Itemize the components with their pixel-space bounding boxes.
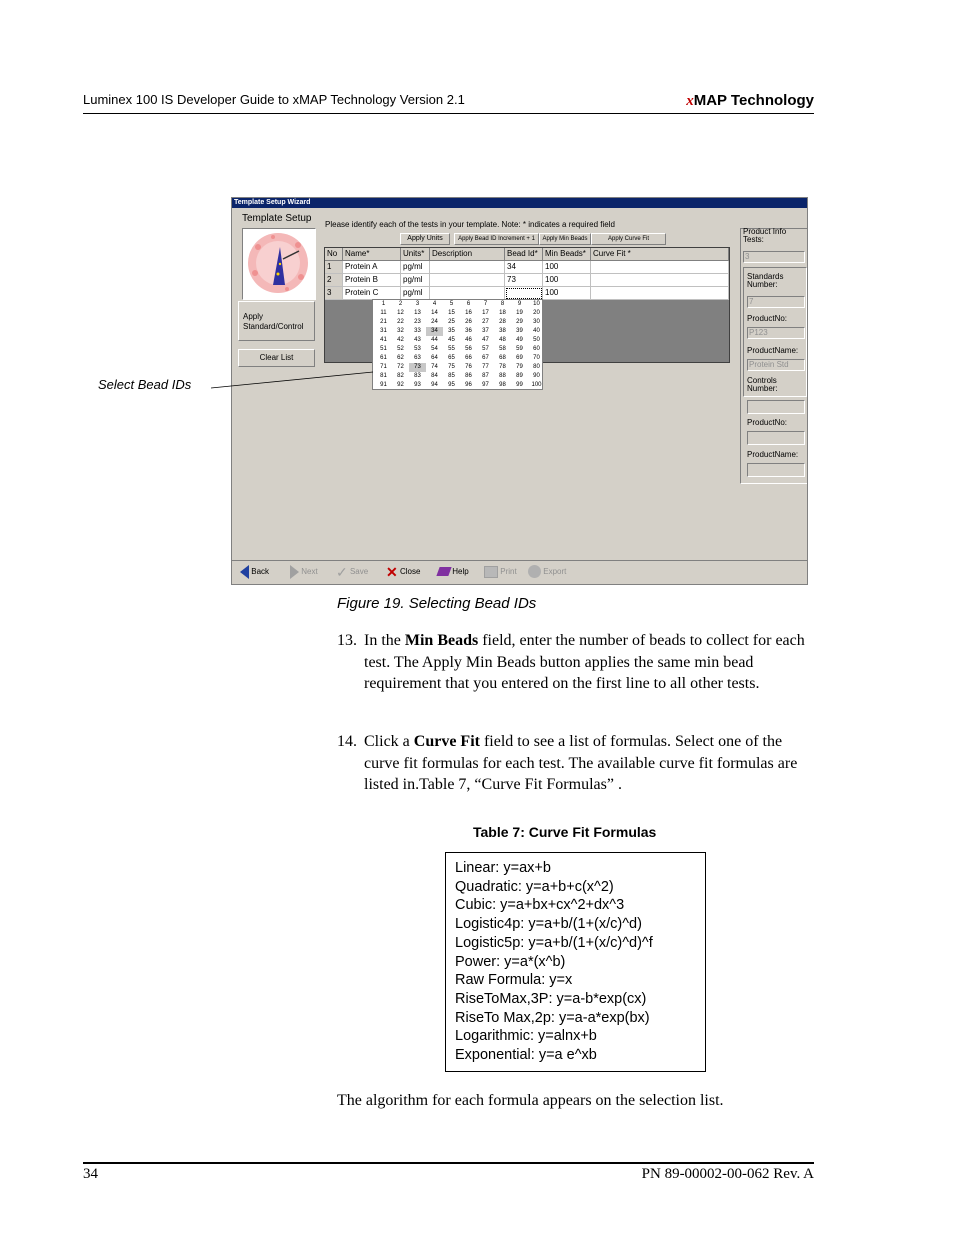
bead-id-cell[interactable]: 11 — [380, 310, 387, 316]
bead-id-cell[interactable]: 26 — [465, 319, 472, 325]
bead-id-cell[interactable]: 93 — [414, 382, 421, 388]
formula-item: Quadratic: y=a+b+c(x^2) — [455, 878, 614, 895]
bead-id-cell[interactable]: 57 — [482, 346, 489, 352]
grid-cell-units[interactable]: pg/ml — [401, 287, 430, 300]
bead-id-cell[interactable]: 71 — [380, 364, 387, 370]
bead-id-cell[interactable]: 48 — [499, 337, 506, 343]
part-number: PN 89-00002-00-062 Rev. A — [641, 1166, 814, 1182]
instruction-text: Please identify each of the tests in your template. Note: * indicates a required field — [325, 220, 615, 229]
toolbar-divider — [232, 560, 807, 561]
bead-id-cell[interactable]: 62 — [397, 355, 404, 361]
grid-cell-bead-id[interactable]: 73 — [505, 274, 543, 287]
std-productno-label: ProductNo: — [747, 314, 788, 323]
bead-id-cell[interactable]: 28 — [499, 319, 506, 325]
formula-item: Logarithmic: y=alnx+b — [455, 1028, 597, 1045]
bead-id-cell[interactable]: 41 — [380, 337, 387, 343]
bead-id-cell[interactable]: 32 — [397, 328, 404, 334]
bead-id-cell[interactable]: 58 — [499, 346, 506, 352]
step-14-pre: Click a — [364, 733, 414, 750]
apply-standard-line2: Standard/Control — [243, 322, 304, 331]
wizard-hat-icon — [243, 229, 313, 297]
apply-standard-control-button[interactable] — [238, 301, 315, 341]
bead-id-cell[interactable]: 68 — [499, 355, 506, 361]
tests-field[interactable]: 3 — [743, 251, 805, 263]
grid-header-no: No — [325, 248, 343, 261]
bead-id-cell[interactable]: 75 — [448, 364, 455, 370]
bead-id-cell[interactable]: 45 — [448, 337, 455, 343]
next-label: Next — [301, 567, 318, 577]
controls-number-label: Number: — [747, 384, 778, 393]
bead-id-cell[interactable]: 7 — [483, 301, 488, 307]
step-14-bold: Curve Fit — [413, 733, 480, 750]
step-13-text — [364, 630, 817, 695]
std-productname-field[interactable]: Protein Std — [747, 359, 805, 371]
step-13-post: field, enter the number of beads to collect for each test. The Apply Min Beads button applies the same min bead requirement that you entered on the first line to all other tests. — [364, 632, 805, 693]
grid-cell-min-beads[interactable]: 100 — [543, 287, 591, 300]
step-14-text — [364, 731, 817, 796]
save-button[interactable] — [336, 565, 368, 579]
bead-id-cell[interactable]: 86 — [465, 373, 472, 379]
standards-label-text: Standards — [747, 272, 784, 281]
bead-id-cell[interactable]: 22 — [397, 319, 404, 325]
bead-id-cell[interactable]: 82 — [397, 373, 404, 379]
bead-id-cell[interactable]: 85 — [448, 373, 455, 379]
apply-standard-line1: Apply — [243, 312, 264, 321]
controls-number-field[interactable] — [747, 400, 805, 414]
bead-id-cell[interactable]: 100 — [531, 382, 542, 388]
bead-id-cell[interactable]: 37 — [482, 328, 489, 334]
next-button[interactable] — [290, 565, 318, 579]
ctl-productno-label: ProductNo: — [747, 418, 788, 427]
closing-paragraph: The algorithm for each formula appears on the selection list. — [337, 1092, 724, 1109]
wizard-image — [242, 228, 316, 300]
formula-item: Cubic: y=a+bx+cx^2+dx^3 — [455, 897, 625, 914]
formula-list — [455, 859, 705, 1065]
formula-item: Power: y=a*(x^b) — [455, 953, 566, 970]
standards-number-label: Number: — [747, 280, 778, 289]
bead-id-cell[interactable]: 21 — [380, 319, 387, 325]
bead-id-cell[interactable]: 97 — [482, 382, 489, 388]
bead-id-cell[interactable]: 49 — [516, 337, 523, 343]
bead-id-cell[interactable]: 39 — [516, 328, 523, 334]
bead-id-cell[interactable]: 53 — [414, 346, 421, 352]
export-label: Export — [543, 567, 567, 576]
tests-label: Tests: — [743, 235, 764, 244]
bead-id-cell[interactable]: 33 — [414, 328, 421, 334]
grid-cell-curve-fit[interactable] — [591, 274, 729, 287]
bead-id-cell[interactable]: 23 — [414, 319, 421, 325]
bead-id-cell[interactable]: 16 — [465, 310, 472, 316]
print-label: Print — [500, 567, 517, 576]
step-13-number: 13. — [337, 632, 357, 649]
step-14-number: 14. — [337, 733, 357, 750]
bead-id-cell[interactable]: 10 — [533, 301, 540, 307]
bead-id-cell[interactable]: 46 — [465, 337, 472, 343]
grid-header-units: Units* — [401, 248, 430, 261]
step-13 — [337, 630, 817, 695]
grid-cell-curve-fit[interactable] — [591, 287, 729, 300]
table-title: Table 7: Curve Fit Formulas — [473, 824, 657, 840]
bead-id-cell[interactable]: 74 — [431, 364, 438, 370]
bead-id-cell[interactable]: 3 — [415, 301, 420, 307]
bead-id-cell[interactable]: 92 — [397, 382, 404, 388]
header-rule — [83, 113, 814, 114]
bead-id-cell[interactable]: 95 — [448, 382, 455, 388]
bead-id-cell[interactable]: 1 — [381, 301, 386, 307]
grid-cell-name[interactable]: Protein C — [343, 287, 401, 300]
bead-id-cell[interactable]: 31 — [380, 328, 387, 334]
formula-item: RiseTo Max,2p: y=a-a*exp(bx) — [455, 1009, 650, 1026]
step-13-pre: In the — [364, 632, 405, 649]
bead-id-cell[interactable]: 30 — [533, 319, 540, 325]
bead-id-cell[interactable]: 98 — [499, 382, 506, 388]
bead-id-cell[interactable]: 51 — [380, 346, 387, 352]
page-number: 34 — [83, 1166, 98, 1182]
step-14 — [337, 731, 817, 796]
grid-cell-units[interactable]: pg/ml — [401, 261, 430, 274]
std-productname-label: ProductName: — [747, 346, 799, 355]
bead-id-cell[interactable]: 84 — [431, 373, 438, 379]
export-icon — [528, 565, 541, 578]
bead-id-cell[interactable]: 77 — [482, 364, 489, 370]
bead-id-cell[interactable]: 91 — [380, 382, 387, 388]
bead-id-cell[interactable]: 38 — [499, 328, 506, 334]
grid-cell-min-beads[interactable]: 100 — [543, 274, 591, 287]
bead-id-cell[interactable]: 12 — [397, 310, 404, 316]
bead-id-cell[interactable]: 79 — [516, 364, 523, 370]
bead-id-cell[interactable]: 17 — [482, 310, 489, 316]
grid-header-description: Description — [430, 248, 505, 261]
bead-id-cell[interactable]: 72 — [397, 364, 404, 370]
bead-id-cell[interactable]: 99 — [516, 382, 523, 388]
step-13-bold: Min Beads — [404, 632, 479, 649]
formula-item: RiseToMax,3P: y=a-b*exp(cx) — [455, 990, 647, 1007]
curve-fit-formulas-table — [445, 852, 706, 1072]
apply-bead-id-increment-button[interactable]: Apply Bead ID Increment + 1 — [454, 233, 539, 245]
close-x-icon: ✕ — [386, 564, 398, 580]
help-label: Help — [452, 567, 469, 576]
standards-number-field[interactable]: 7 — [747, 296, 805, 308]
next-arrow-icon — [290, 565, 299, 579]
help-button[interactable] — [438, 565, 469, 579]
grid-cell-description[interactable] — [430, 274, 505, 287]
grid-header-curve-fit: Curve Fit * — [591, 248, 729, 261]
grid-cell-no: 2 — [325, 274, 343, 287]
document-header-title: Luminex 100 IS Developer Guide to xMAP Technology Version 2.1 — [83, 92, 465, 107]
bead-id-cell[interactable]: 55 — [448, 346, 455, 352]
bead-id-cell[interactable]: 35 — [448, 328, 455, 334]
apply-curve-fit-button[interactable]: Apply Curve Fit — [591, 233, 666, 245]
formula-item: Raw Formula: y=x — [455, 972, 573, 989]
bead-id-cell[interactable]: 40 — [533, 328, 540, 334]
bead-id-cell[interactable]: 20 — [533, 310, 540, 316]
bead-id-cell[interactable]: 42 — [397, 337, 404, 343]
bead-id-cell[interactable]: 70 — [533, 355, 540, 361]
controls-label — [747, 377, 778, 393]
bead-id-cell[interactable]: 47 — [482, 337, 489, 343]
ctl-productname-label: ProductName: — [747, 450, 799, 459]
grid-cell-name[interactable]: Protein B — [343, 274, 401, 287]
grid-header-bead-id: Bead Id* — [505, 248, 543, 261]
print-button[interactable] — [484, 565, 517, 579]
bead-id-picker[interactable] — [372, 299, 543, 390]
bead-id-cell[interactable]: 5 — [449, 301, 454, 307]
panel-title: Template Setup — [242, 213, 312, 224]
export-button[interactable] — [528, 565, 566, 579]
bead-id-cell[interactable]: 2 — [398, 301, 403, 307]
bead-id-cell[interactable]: 61 — [380, 355, 387, 361]
controls-label-text: Controls — [747, 376, 777, 385]
ctl-productname-field[interactable] — [747, 463, 805, 477]
bead-id-cell[interactable]: 89 — [516, 373, 523, 379]
close-button[interactable] — [386, 565, 420, 579]
bead-id-cell[interactable]: 94 — [431, 382, 438, 388]
bead-id-cell[interactable]: 24 — [431, 319, 438, 325]
bead-id-cell[interactable]: 6 — [466, 301, 471, 307]
bead-id-cell[interactable]: 88 — [499, 373, 506, 379]
formula-item: Logistic5p: y=a+b/(1+(x/c)^d)^f — [455, 934, 653, 951]
formula-item: Logistic4p: y=a+b/(1+(x/c)^d) — [455, 916, 642, 933]
save-label: Save — [349, 567, 369, 577]
bead-id-cell[interactable]: 52 — [397, 346, 404, 352]
bead-id-cell[interactable]: 65 — [448, 355, 455, 361]
apply-min-beads-button[interactable]: Apply Min Beads — [539, 233, 591, 245]
bead-id-cell[interactable]: 29 — [516, 319, 523, 325]
bead-id-cell[interactable]: 50 — [533, 337, 540, 343]
bead-id-cell[interactable]: 76 — [465, 364, 472, 370]
bead-id-cell[interactable]: 66 — [465, 355, 472, 361]
window-title-bar: Template Setup Wizard — [232, 198, 807, 208]
grid-cell-name[interactable]: Protein A — [343, 261, 401, 274]
bead-id-cell[interactable]: 63 — [414, 355, 421, 361]
bead-id-cell[interactable]: 14 — [431, 310, 438, 316]
grid-cell-min-beads[interactable]: 100 — [543, 261, 591, 274]
bead-id-cell[interactable]: 44 — [431, 337, 438, 343]
brand-logo — [686, 92, 814, 110]
bead-id-cell[interactable]: 78 — [499, 364, 506, 370]
bead-id-cell[interactable]: 69 — [516, 355, 523, 361]
bead-id-cell[interactable]: 73 — [409, 363, 426, 372]
bead-id-cell[interactable]: 36 — [465, 328, 472, 334]
apply-units-button[interactable]: Apply Units — [400, 233, 450, 245]
bead-id-cell[interactable]: 15 — [448, 310, 455, 316]
std-productno-field[interactable]: P123 — [747, 327, 805, 339]
bead-id-cell[interactable]: 4 — [432, 301, 437, 307]
clear-list-button[interactable]: Clear List — [238, 349, 315, 367]
bead-id-cell[interactable]: 43 — [414, 337, 421, 343]
bead-id-cell[interactable]: 8 — [500, 301, 505, 307]
grid-cell-no: 1 — [325, 261, 343, 274]
bead-id-cell[interactable]: 59 — [516, 346, 523, 352]
bead-id-cell[interactable]: 64 — [431, 355, 438, 361]
callout-leader-line — [208, 368, 378, 392]
bead-id-cell[interactable]: 19 — [516, 310, 523, 316]
bead-id-cell[interactable]: 9 — [517, 301, 522, 307]
help-book-icon — [436, 567, 451, 576]
checkmark-icon: ✓ — [336, 564, 348, 580]
bead-id-cell[interactable]: 67 — [482, 355, 489, 361]
bead-id-cell[interactable]: 56 — [465, 346, 472, 352]
printer-icon — [484, 566, 498, 578]
product-info-label-text: Product Info — [743, 227, 787, 236]
bead-id-cell[interactable]: 60 — [533, 346, 540, 352]
standards-label — [747, 273, 783, 289]
grid-cell-description[interactable] — [430, 261, 505, 274]
product-info-label — [743, 228, 786, 244]
bead-id-cell[interactable]: 18 — [499, 310, 506, 316]
bead-id-cell[interactable]: 34 — [426, 327, 443, 336]
bead-id-cell[interactable]: 83 — [414, 373, 421, 379]
grid-cell-units[interactable]: pg/ml — [401, 274, 430, 287]
bead-id-cell[interactable]: 81 — [380, 373, 387, 379]
grid-cell-curve-fit[interactable] — [591, 261, 729, 274]
brand-name: MAP Technology — [693, 92, 814, 109]
figure-caption: Figure 19. Selecting Bead IDs — [337, 595, 537, 612]
brand-x: x — [686, 93, 694, 109]
back-arrow-icon — [240, 565, 249, 579]
bead-id-cell[interactable]: 87 — [482, 373, 489, 379]
grid-header-name: Name* — [343, 248, 401, 261]
bead-id-cell[interactable]: 90 — [533, 373, 540, 379]
back-button[interactable] — [240, 565, 269, 579]
grid-cell-bead-id[interactable]: 34 — [505, 261, 543, 274]
bead-id-cell[interactable]: 54 — [431, 346, 438, 352]
bead-id-cell[interactable]: 27 — [482, 319, 489, 325]
grid-cell-no: 3 — [325, 287, 343, 300]
step-14-post: field to see a list of formulas. Select one of the curve fit formulas for each test. The available curve fit formulas are listed in.Table 7, “Curve Fit Formulas” . — [364, 733, 798, 794]
close-label: Close — [399, 567, 421, 577]
formula-item: Exponential: y=a e^xb — [455, 1047, 597, 1064]
bead-id-cell[interactable]: 13 — [414, 310, 421, 316]
bead-id-cell[interactable]: 96 — [465, 382, 472, 388]
ctl-productno-field[interactable] — [747, 431, 805, 445]
grid-header-min-beads: Min Beads* — [543, 248, 591, 261]
callout-label: Select Bead IDs — [98, 377, 192, 392]
formula-item: Linear: y=ax+b — [455, 860, 551, 876]
back-label: Back — [251, 567, 270, 577]
footer-rule — [83, 1162, 814, 1164]
bead-id-cell[interactable]: 80 — [533, 364, 540, 370]
bead-id-cell[interactable]: 25 — [448, 319, 455, 325]
